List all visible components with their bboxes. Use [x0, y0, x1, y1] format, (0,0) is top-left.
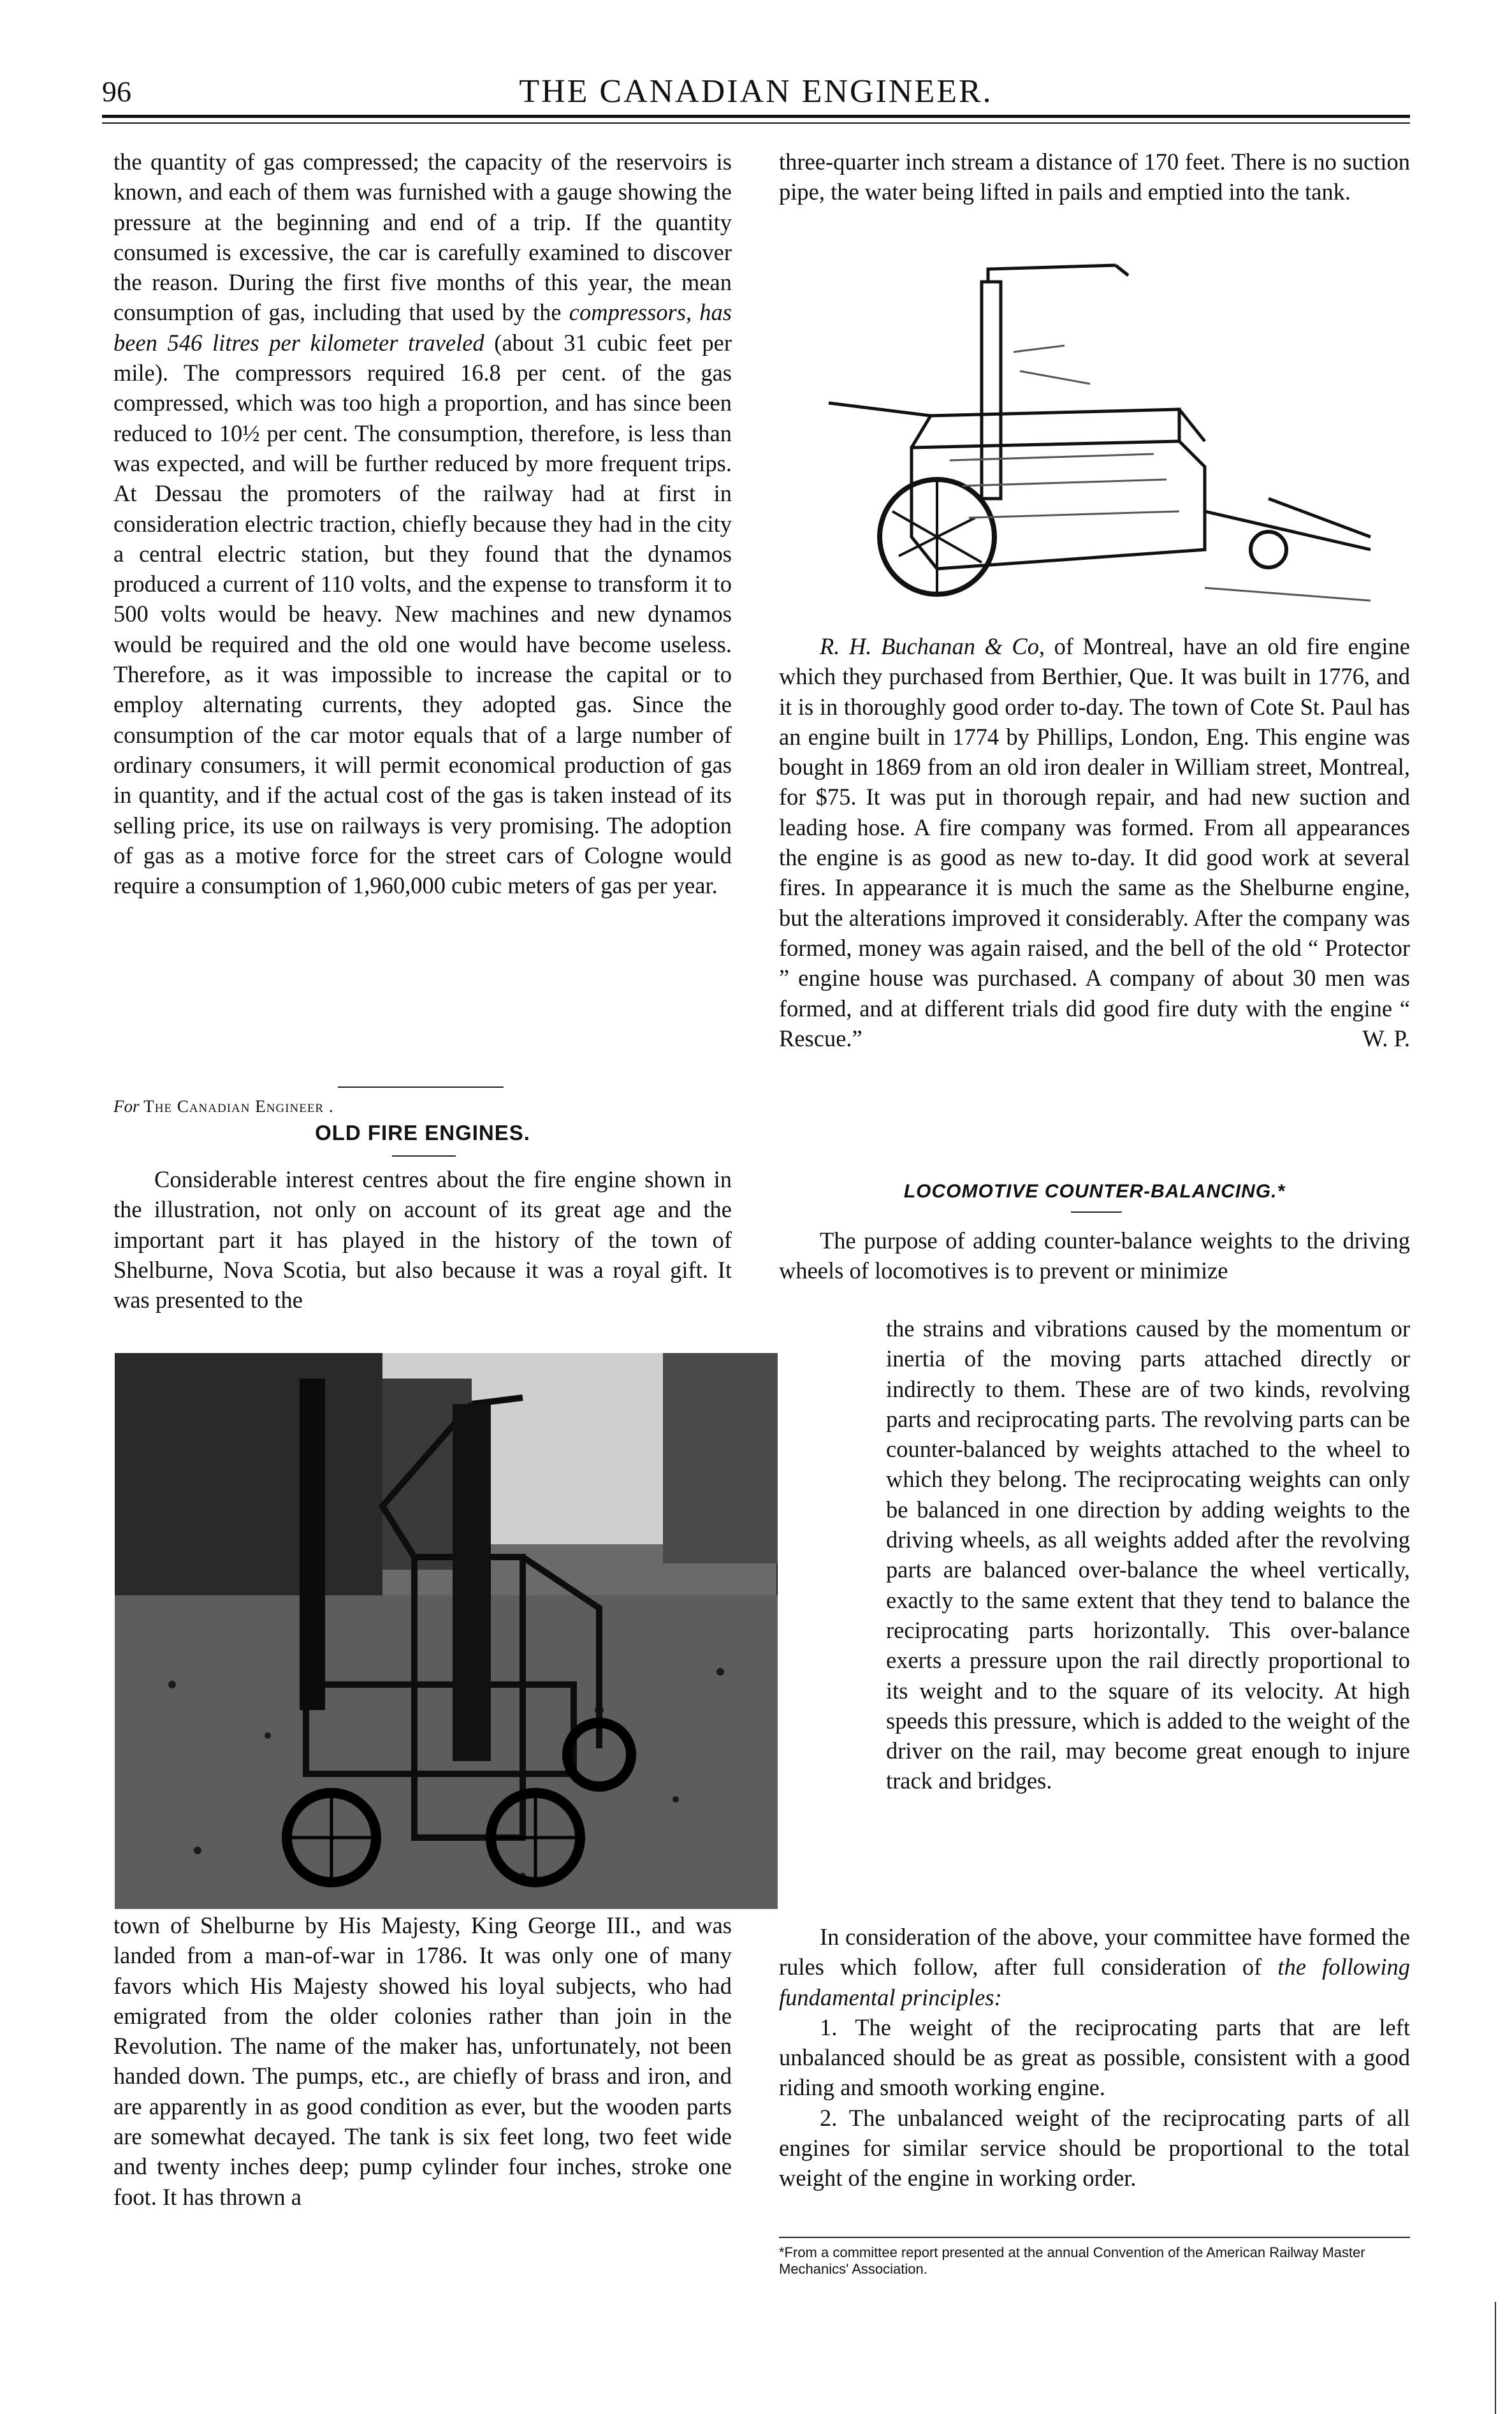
header-rule: [102, 115, 1410, 118]
masthead-title: THE CANADIAN ENGINEER.: [519, 73, 993, 110]
article-gas-continuation: [113, 147, 732, 900]
locomotive-principles: [779, 1922, 1410, 2193]
paragraph: The purpose of adding counter-balance weights to the driving wheels of locomotives is to prevent or minimize: [779, 1227, 1410, 1284]
old-fire-engines-intro: [113, 1164, 732, 1315]
paragraph: town of Shelburne by His Majesty, King George III., and was landed from a man-of-war in 1786. It was only one of many favors which His Majesty showed his loyal subjects, who had emigrated from the older colonies rather than join in the Revolution. The name of the maker has, unfortunately, not been handed down. The pumps, etc., are chiefly of brass and iron, and are apparently in as good condition as ever, but the wooden parts are somewhat decayed. The tank is six feet long, two feet wide and twenty inches deep; pump cylinder four inches, stroke one foot. It has thrown a: [113, 1912, 732, 2210]
paragraph: Considerable interest centres about the fire engine shown in the illustration, not only on account of its great age and the important part it has played in the history of the town of Shelburne, Nova Scotia, but also because it was a royal gift. It was presented to the: [113, 1166, 732, 1313]
locomotive-intro: [779, 1225, 1410, 1286]
signature: W. P.: [1362, 1025, 1410, 1051]
fire-engine-line-drawing: [822, 256, 1383, 613]
heading-underline: [392, 1155, 456, 1157]
principle-1: 1. The weight of the reciprocating parts that are left unbalanced should be as great as possible, consistent with a good riding and smooth working engine.: [779, 2014, 1410, 2101]
paragraph: the quantity of gas compressed; the capacity of the reservoirs is known, and each of them was furnished with a gauge showing the pressure at the beginning and end of a trip. If the quantity consumed is excessive, the car is carefully examined to discover the reason. During the first five months of this year, the mean consumption of gas, including that used by the compressors, has been 546 litres per kilometer traveled (about 31 cubic feet per mile). The compressors required 16.8 per cent. of the gas compressed, which was too high a proportion, and has since been reduced to 10½ per cent. The consumption, therefore, is less than was expected, and will be further reduced by more frequent trips. At Dessau the promoters of the railway had at first in consideration electric traction, chiefly because they had in the city a central electric station, but they found that the dynamos produced a current of 110 volts, and the expense to transform it to 500 volts would be heavy. New machines and new dynamos would be required and the old one would have become useless. Therefore, as it was impossible to increase the capital or to employ alternating currents, they adopted gas. Since the consumption of the car motor equals that of a large number of ordinary consumers, it will permit economical production of gas in quantity, and if the actual cost of the gas is taken instead of its selling price, its use on railways is very promising. The adoption of gas as a motive force for the street cars of Cologne would require a consumption of 1,960,000 cubic meters of gas per year.: [113, 149, 732, 899]
heading-underline: [1071, 1211, 1122, 1213]
old-fire-engines-right-top: [779, 147, 1410, 207]
page-edge-mark: [1495, 2302, 1496, 2414]
page-number: 96: [102, 75, 131, 108]
old-fire-engines-continued: [113, 1910, 732, 2212]
paragraph: the strains and vibrations caused by the momentum or inertia of the moving parts attached directly or indirectly to them. These are of two kinds, revolving parts and reciprocating parts. The revolving parts can be counter-balanced by weights attached to the wheel to which they belong. The reciprocating weights can only be balanced in one direction by adding weights to the driving wheels, as all weights added after the revolving parts are balanced over-balance the wheel vertically, exactly to the same extent that they tend to balance the reciprocating parts horizontally. This over-balance exerts a pressure upon the rail directly proportional to its weight and to the square of its velocity. At high speeds this pressure, which is added to the weight of the driver on the rail, may become great enough to injure track and bridges.: [886, 1315, 1410, 1794]
paragraph: In consideration of the above, your committee have formed the rules which follow, after full consideration of the following fundamental principles:: [779, 1924, 1410, 2010]
paragraph: R. H. Buchanan & Co, of Montreal, have an old fire engine which they purchased from Berthier, Que. It was built in 1776, and it is in thoroughly good order to-day. The town of Cote St. Paul has an engine built in 1774 by Phillips, London, Eng. This engine was bought in 1869 from an old iron dealer in William street, Montreal, for $75. It was put in thorough repair, and had new suction and leading hose. A fire company was formed. From all appearances the engine is as good as new to-day. It did good work at several fires. In appearance it is much the same as the Shelburne engine, but the alterations improved it considerably. After the company was formed, money was again raised, and the bell of the old “ Protector ” engine house was purchased. A company of about 30 men was formed, and at different trials did good fire duty with the engine “ Rescue.” W. P.: [779, 631, 1410, 1053]
footnote-rule: [779, 2237, 1410, 2238]
heading-old-fire-engines: OLD FIRE ENGINES.: [315, 1121, 530, 1145]
paragraph: three-quarter inch stream a distance of 170 feet. There is no suction pipe, the water being lifted in pails and emptied into the tank.: [779, 149, 1410, 205]
principle-2: 2. The unbalanced weight of the reciprocating parts of all engines for similar service should be proportional to the total weight of the engine in working order.: [779, 2104, 1410, 2191]
locomotive-body: [886, 1313, 1410, 1796]
footnote: *From a committee report presented at the annual Convention of the American Railway Master Mechanics' Association.: [779, 2244, 1365, 2277]
heading-locomotive-counter-balancing: LOCOMOTIVE COUNTER-BALANCING.*: [903, 1181, 1286, 1202]
header-rule-thin: [102, 122, 1410, 124]
fire-engine-photograph: [115, 1353, 778, 1909]
page-header: [102, 69, 1410, 115]
buchanan-paragraph: [779, 631, 1410, 1053]
article-separator: [338, 1086, 504, 1088]
byline: For The Canadian Engineer .: [113, 1097, 334, 1116]
